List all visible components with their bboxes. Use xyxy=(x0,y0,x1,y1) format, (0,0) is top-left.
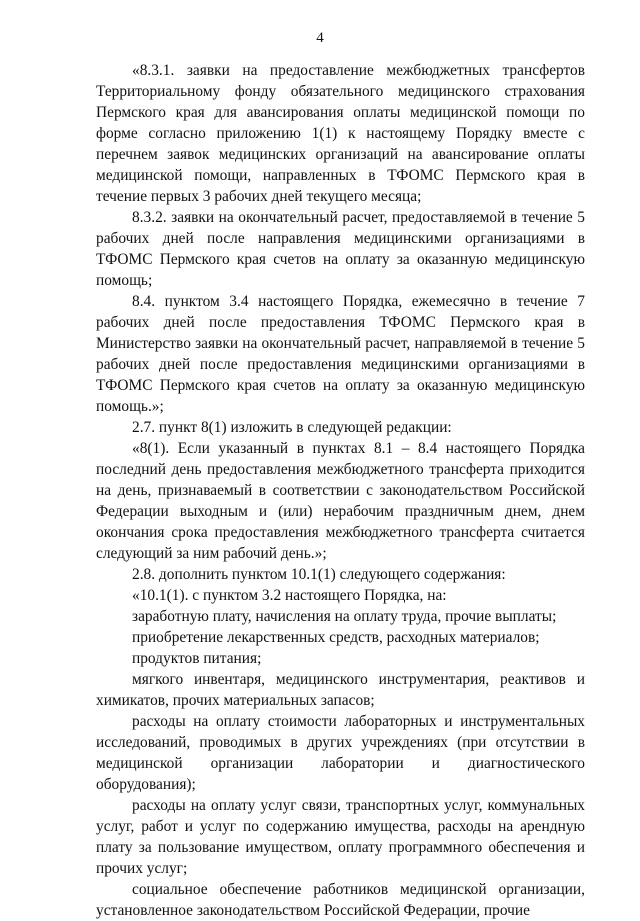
paragraph: расходы на оплату услуг связи, транспортных услуг, коммунальных услуг, работ и услуг по содержанию имущества, расходы на арендную плату за пользование имуществом, оплату программного обеспечения и прочих услуг; xyxy=(96,797,585,877)
paragraph: мягкого инвентаря, медицинского инструментария, реактивов и химикатов, прочих материальных запасов; xyxy=(96,671,585,709)
page-number: 4 xyxy=(316,30,324,46)
paragraph: «8.3.1. заявки на предоставление межбюджетных трансфертов Территориальному фонду обязательного медицинского страхования Пермского края для авансирования оплаты медицинской помощи по форме согласно приложению 1(1) к настоящему Порядку вместе с перечнем заявок медицинских организаций на авансирование оплаты медицинской помощи, направленных в ТФОМС Пермского края в течение первых 3 рабочих дней текущего месяца; xyxy=(96,62,585,205)
paragraph: «8(1). Если указанный в пунктах 8.1 – 8.4 настоящего Порядка последний день предоставления межбюджетного трансферта приходится на день, признаваемый в соответствии с законодательством Российской Федерации выходным и (или) нерабочим праздничным днем, днем окончания срока предоставления межбюджетного трансферта считается следующий за ним рабочий день.»; xyxy=(96,440,585,562)
paragraph: социальное обеспечение работников медицинской организации, установленное законодательством Российской Федерации, прочие xyxy=(96,881,585,919)
list-item: заработную плату, начисления на оплату труда, прочие выплаты; xyxy=(132,608,557,625)
list-item: приобретение лекарственных средств, расходных материалов; xyxy=(132,629,540,646)
list-item: продуктов питания; xyxy=(132,650,262,667)
document-body xyxy=(96,60,585,921)
paragraph: 2.7. пункт 8(1) изложить в следующей редакции: xyxy=(132,419,452,436)
paragraph: расходы на оплату стоимости лабораторных и инструментальных исследований, проводимых в других учреждениях (при отсутствии в медицинской организации лаборатории и диагностического оборудования); xyxy=(96,713,585,793)
list-item: «10.1(1). с пунктом 3.2 настоящего Порядка, на: xyxy=(132,587,447,604)
paragraph: 2.8. дополнить пунктом 10.1(1) следующего содержания: xyxy=(132,566,506,583)
paragraph: 8.3.2. заявки на окончательный расчет, предоставляемой в течение 5 рабочих дней после направления медицинскими организациями в ТФОМС Пермского края счетов на оплату за оказанную медицинскую помощь; xyxy=(96,209,585,289)
paragraph: 8.4. пунктом 3.4 настоящего Порядка, ежемесячно в течение 7 рабочих дней после предоставления ТФОМС Пермского края в Министерство заявки на окончательный расчет, направляемой в течение 5 рабочих дней после предоставления медицинскими организациями в ТФОМС Пермского края счетов на оплату за оказанную медицинскую помощь.»; xyxy=(96,293,585,415)
